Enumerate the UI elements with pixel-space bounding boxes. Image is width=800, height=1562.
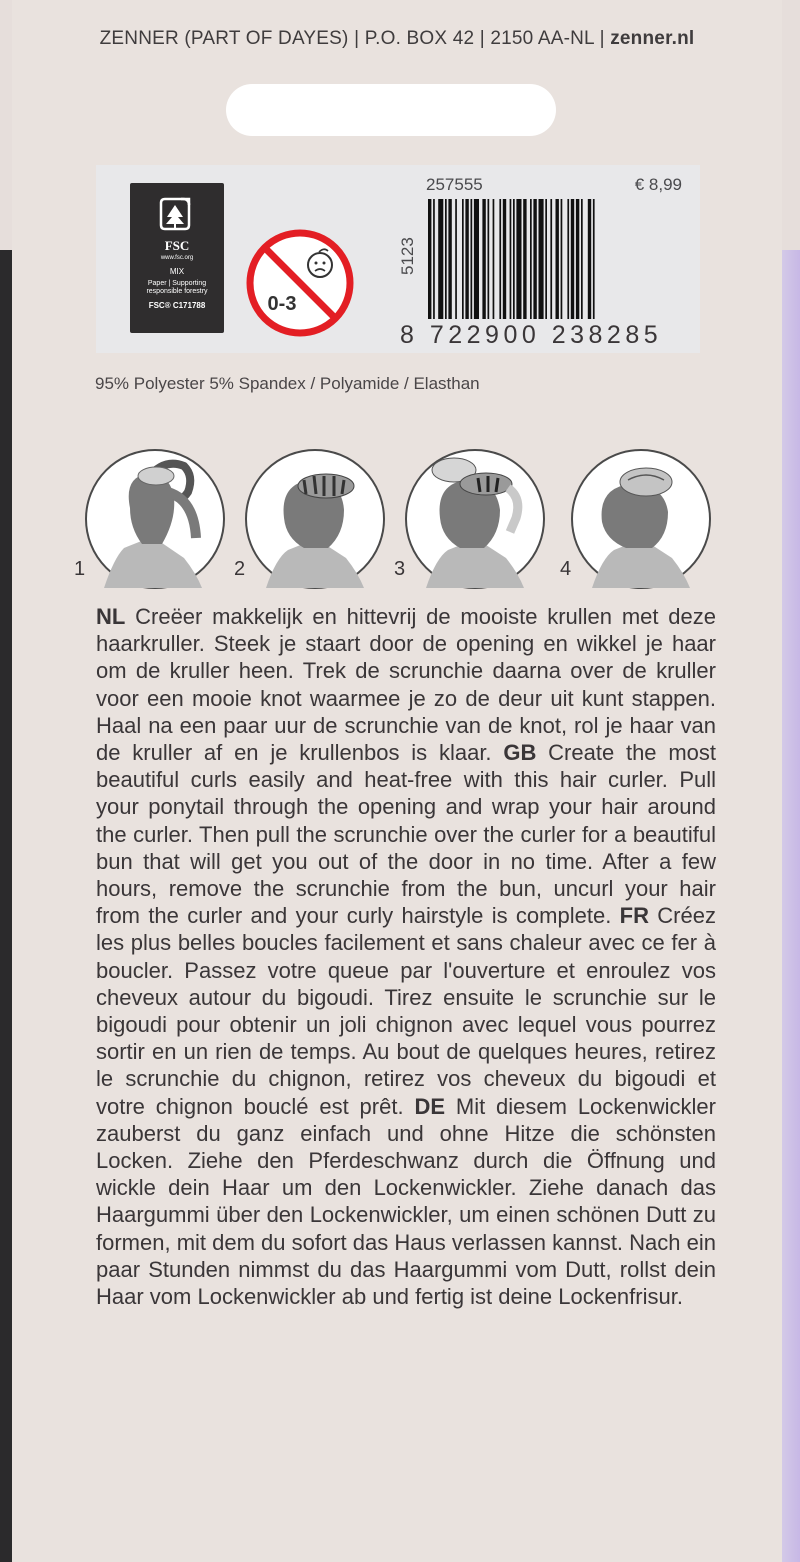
fsc-code: FSC® C171788 [148,301,206,310]
wrap-hair-around-curler-icon [244,448,386,590]
description-gb: Create the most beautiful curls easily and heat-free with this hair curler. Pull your ponytail through the opening and wrap your hair around the curler. Then pull the scrunchie over the curler for a beautiful bun that will get you out of the door in no time. After a few hours, remove the scrunchie from the bun, uncurl your hair from the curler and your curly hairstyle is complete. [96,740,716,929]
fsc-url: www.fsc.org [160,255,194,261]
lang-code-nl: NL [96,604,126,629]
instruction-steps [74,448,764,588]
step-number: 1 [74,558,86,580]
step-number: 3 [394,558,406,580]
not-for-children-under-3-icon [244,227,356,339]
lang-code-fr: FR [619,903,649,929]
material-composition: 95% Polyester 5% Spandex / Polyamide / Elasthan [95,374,480,393]
package-back [12,0,782,1562]
age-label: 0-3 [267,293,297,315]
description-nl: Creëer makkelijk en hittevrij de mooiste krullen met deze haarkruller. Steek je staart door de opening en wikkel je haar om de kruller heen. Trek de scrunchie daarna over de kruller voor een mooie knot waarmee je zo de deur uit kunt stappen. Haal na een paar uur de scrunchie van de knot, rol je haar van de kruller af en je krullenbos is klaar. [96,604,716,766]
lang-code-de: DE [414,1093,446,1119]
barcode-digits: 8 722900 238285 [400,321,663,349]
hang-hole [226,84,556,136]
price: € 8,99 [634,175,682,194]
step-number: 4 [560,558,572,580]
fsc-word: FSC [164,238,190,253]
description-de: Mit diesem Lockenwickler zauberst du ganz einfach und ohne Hitze die schönsten Locken. Ziehe den Pferdeschwanz durch die Öffnung und wickle dein Haar um den Lockenwickler. Ziehe danach das Haargummi über den Lockenwickler, um einen schönen Dutt zu formen, mit dem du sofort das Haus verlassen kannst. Nach ein paar Stunden nimmst du das Haargummi vom Dutt, rollst dein Haar vom Lockenwickler ab und fertig ist deine Lockenfrisur. [96,1093,716,1310]
company-address-line: ZENNER (PART OF DAYES) | P.O. BOX 42 | 2150 AA-NL | zenner.nl [99,28,695,49]
description-fr: Créez les plus belles boucles facilement et sans chaleur avec ce fer à boucler. Passez votre queue par l'ouverture et enroulez vos cheveux autour du bigoudi. Tirez ensuite le scrunchie sur le bigoudi pour obtenir un joli chignon avec lequel vous pourrez sortir en un rien de temps. Au bout de quelques heures, retirez le scrunchie du chignon, retirez vos cheveux du bigoudi et votre chignon bouclé est prêt. [96,903,716,1119]
barcode-bars [428,199,678,319]
postcode: 2150 AA-NL [490,28,595,49]
website: zenner.nl [610,28,695,49]
hair-through-curler-icon [84,448,226,590]
product-code: 257555 [426,175,483,194]
step-2 [234,448,386,590]
price-label [96,165,700,353]
po-box: P.O. BOX 42 [364,28,475,49]
fsc-subtitle: Paper | Supporting responsible forestry [146,280,208,295]
product-description [96,603,716,1310]
step-3 [394,448,546,590]
fsc-tree-icon [155,191,199,235]
finished-bun-icon [570,448,712,590]
step-4 [560,448,712,590]
lang-code-gb: GB [503,740,537,766]
step-1 [74,448,226,590]
step-number: 2 [234,558,246,580]
barcode-side-code: 5123 [398,237,417,275]
fsc-logo [130,183,224,333]
fsc-mix: MIX [169,267,185,276]
pull-scrunchie-over-curler-icon [404,448,546,590]
company-name: ZENNER (PART OF DAYES) [99,28,349,49]
